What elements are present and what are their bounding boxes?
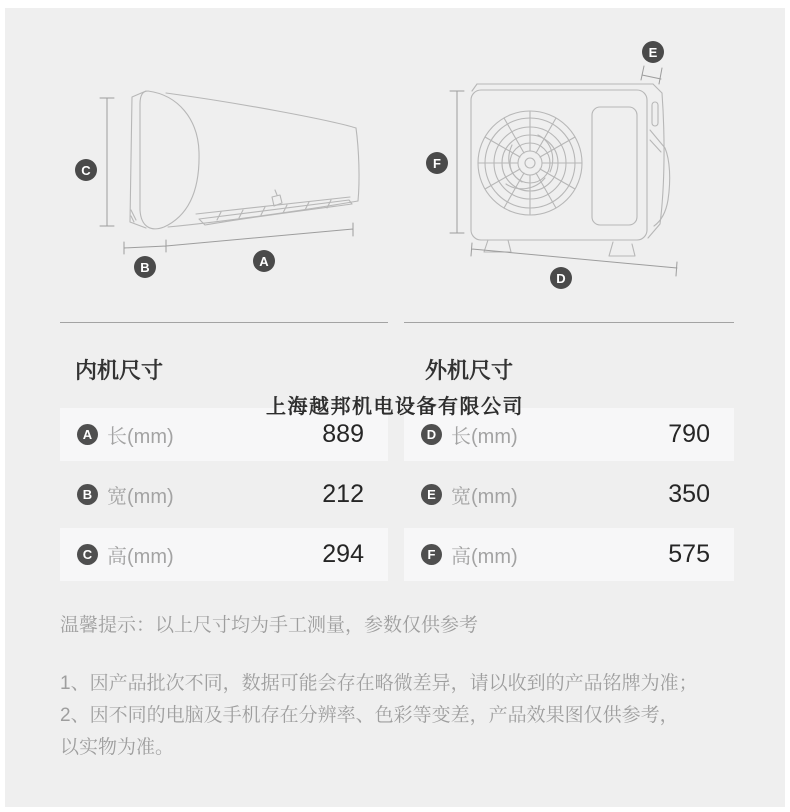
indoor-section-title: 内机尺寸: [75, 358, 164, 383]
row-label: 长(mm): [107, 426, 174, 448]
row-value: 889: [322, 420, 364, 448]
row-value: 350: [668, 480, 710, 508]
outdoor-section-title: 外机尺寸: [425, 358, 514, 383]
dimension-diagram: [0, 0, 790, 300]
row-letter-badge: F: [421, 544, 442, 565]
divider-outdoor: [404, 322, 734, 323]
row-letter-badge: E: [421, 484, 442, 505]
dim-label-b: [134, 256, 156, 278]
row-label: 宽(mm): [107, 486, 174, 508]
row-letter-badge: A: [77, 424, 98, 445]
indoor-dimension-table: [60, 408, 388, 588]
outdoor-unit-drawing: [471, 84, 670, 256]
svg-text:F: F: [433, 156, 441, 171]
note-line: 1、因产品批次不同，数据可能会存在略微差异，请以收到的产品铭牌为准；: [60, 673, 698, 694]
indoor-dimension-lines: [100, 98, 353, 254]
indoor-unit-drawing: [130, 91, 359, 229]
svg-text:C: C: [81, 163, 91, 178]
dim-label-c: [75, 159, 97, 181]
divider-indoor: [60, 322, 388, 323]
svg-text:B: B: [140, 260, 150, 275]
notes-text: [60, 668, 698, 764]
outdoor-dimension-table: [404, 408, 734, 588]
row-value: 575: [668, 540, 710, 568]
svg-text:D: D: [556, 271, 566, 286]
row-label: 长(mm): [451, 426, 518, 448]
dim-label-a: [253, 250, 275, 272]
dim-label-d: [550, 267, 572, 289]
table-row: [60, 528, 388, 581]
note-line: 2、因不同的电脑及手机存在分辨率、色彩等变差，产品效果图仅供参考，: [60, 705, 679, 726]
dim-label-e: [642, 41, 664, 63]
dim-label-f: [426, 152, 448, 174]
row-letter-badge: B: [77, 484, 98, 505]
svg-text:A: A: [259, 254, 269, 269]
watermark: 上海越邦机电设备有限公司: [266, 394, 524, 418]
row-letter-badge: C: [77, 544, 98, 565]
table-row: [404, 528, 734, 581]
note-line: 以实物为准。: [60, 737, 175, 758]
row-value: 212: [322, 480, 364, 508]
outdoor-dimension-lines: [450, 66, 677, 276]
table-row: [60, 468, 388, 521]
row-value: 294: [322, 540, 364, 568]
row-label: 宽(mm): [451, 486, 518, 508]
table-row: [404, 468, 734, 521]
row-letter-badge: D: [421, 424, 442, 445]
row-label: 高(mm): [107, 546, 174, 568]
tips-text: 温馨提示：以上尺寸均为手工测量，参数仅供参考: [60, 615, 479, 636]
row-label: 高(mm): [451, 546, 518, 568]
row-value: 790: [668, 420, 710, 448]
svg-text:E: E: [648, 45, 658, 60]
